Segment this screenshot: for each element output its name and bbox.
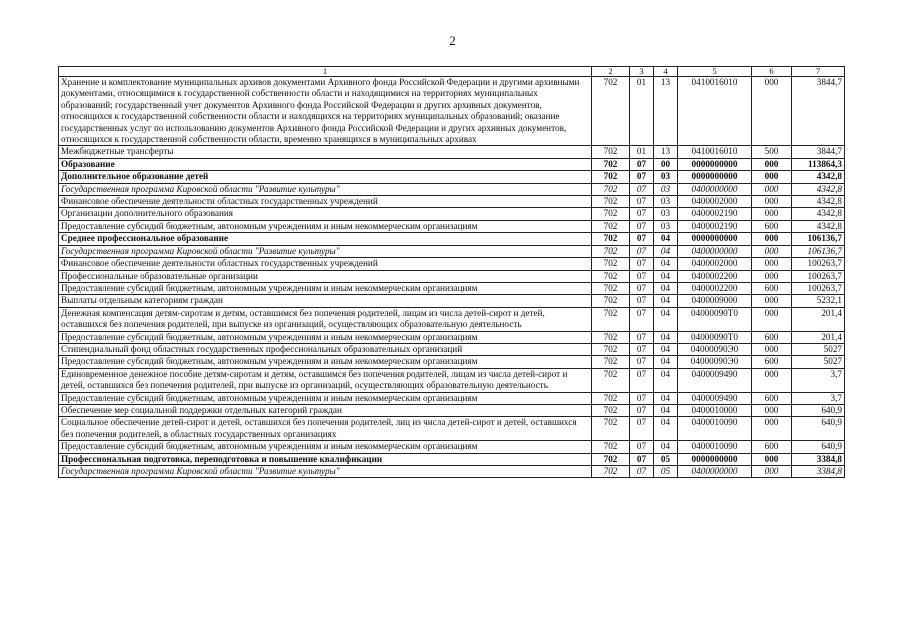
table-row [59, 220, 845, 232]
ved-code-cell: 702 [592, 417, 630, 441]
subsection-cell: 03 [654, 196, 678, 208]
amount-cell: 640,9 [792, 441, 845, 453]
table-row [59, 466, 845, 478]
amount-cell: 201,4 [792, 331, 845, 343]
expense-type-cell: 000 [752, 466, 792, 478]
section-cell: 07 [630, 404, 654, 416]
expense-type-cell: 000 [752, 404, 792, 416]
row-name-cell: Предоставление субсидий бюджетным, автономным учреждениям и иным некоммерческим организациям [59, 282, 592, 294]
subsection-cell: 04 [654, 233, 678, 245]
subsection-cell: 03 [654, 183, 678, 195]
page-number: 2 [449, 33, 456, 48]
section-cell: 07 [630, 208, 654, 220]
amount-cell: 640,9 [792, 417, 845, 441]
expense-type-cell: 000 [752, 417, 792, 441]
amount-cell: 4342,8 [792, 208, 845, 220]
target-article-cell: 0400010090 [678, 441, 752, 453]
section-cell: 07 [630, 466, 654, 478]
section-cell: 07 [630, 183, 654, 195]
row-name-cell: Предоставление субсидий бюджетным, автономным учреждениям и иным некоммерческим организациям [59, 392, 592, 404]
row-name-cell: Обеспечение мер социальной поддержки отдельных категорий граждан [59, 404, 592, 416]
table-row [59, 158, 845, 170]
amount-cell: 201,4 [792, 307, 845, 331]
section-cell: 07 [630, 392, 654, 404]
table-row [59, 258, 845, 270]
section-cell: 07 [630, 282, 654, 294]
table-row [59, 208, 845, 220]
table-row [59, 171, 845, 183]
target-article-cell: 0400000000 [678, 466, 752, 478]
expense-type-cell: 000 [752, 368, 792, 392]
table-row [59, 331, 845, 343]
target-article-cell: 0400010000 [678, 404, 752, 416]
row-name-cell: Предоставление субсидий бюджетным, автономным учреждениям и иным некоммерческим организациям [59, 356, 592, 368]
row-name-cell: Финансовое обеспечение деятельности областных государственных учреждений [59, 258, 592, 270]
ved-code-cell: 702 [592, 158, 630, 170]
table-row [59, 245, 845, 257]
column-header: 4 [654, 67, 678, 77]
table-row [59, 404, 845, 416]
amount-cell: 106136,7 [792, 233, 845, 245]
target-article-cell: 04000090Т0 [678, 331, 752, 343]
amount-cell: 113864,3 [792, 158, 845, 170]
row-name-cell: Предоставление субсидий бюджетным, автономным учреждениям и иным некоммерческим организациям [59, 331, 592, 343]
section-cell: 07 [630, 331, 654, 343]
amount-cell: 106136,7 [792, 245, 845, 257]
ved-code-cell: 702 [592, 233, 630, 245]
amount-cell: 3,7 [792, 392, 845, 404]
target-article-cell: 0400002190 [678, 208, 752, 220]
amount-cell: 3844,7 [792, 146, 845, 158]
row-name-cell: Организации дополнительного образования [59, 208, 592, 220]
subsection-cell: 04 [654, 270, 678, 282]
expense-type-cell: 600 [752, 441, 792, 453]
subsection-cell: 04 [654, 392, 678, 404]
table-row [59, 453, 845, 465]
target-article-cell: 0000000000 [678, 233, 752, 245]
section-cell: 07 [630, 295, 654, 307]
amount-cell: 4342,8 [792, 183, 845, 195]
subsection-cell: 04 [654, 282, 678, 294]
ved-code-cell: 702 [592, 295, 630, 307]
subsection-cell: 04 [654, 343, 678, 355]
target-article-cell: 0400000000 [678, 245, 752, 257]
table-row [59, 196, 845, 208]
subsection-cell: 13 [654, 77, 678, 146]
expense-type-cell: 000 [752, 245, 792, 257]
column-header: 3 [630, 67, 654, 77]
expense-type-cell: 000 [752, 77, 792, 146]
subsection-cell: 13 [654, 146, 678, 158]
amount-cell: 4342,8 [792, 220, 845, 232]
budget-table [58, 66, 845, 478]
section-cell: 07 [630, 158, 654, 170]
amount-cell: 5232,1 [792, 295, 845, 307]
ved-code-cell: 702 [592, 404, 630, 416]
ved-code-cell: 702 [592, 331, 630, 343]
amount-cell: 100263,7 [792, 282, 845, 294]
ved-code-cell: 702 [592, 343, 630, 355]
target-article-cell: 0000000000 [678, 453, 752, 465]
expense-type-cell: 000 [752, 171, 792, 183]
table-row [59, 441, 845, 453]
row-name-cell: Среднее профессиональное образование [59, 233, 592, 245]
target-article-cell: 0400002200 [678, 270, 752, 282]
subsection-cell: 05 [654, 453, 678, 465]
amount-cell: 100263,7 [792, 258, 845, 270]
subsection-cell: 03 [654, 220, 678, 232]
table-row [59, 77, 845, 146]
section-cell: 07 [630, 220, 654, 232]
expense-type-cell: 000 [752, 295, 792, 307]
ved-code-cell: 702 [592, 258, 630, 270]
row-name-cell: Денежная компенсация детям-сиротам и детям, оставшимся без попечения родителей, лицам из числа детей-сирот и детей, оставшихся без попечения родителей, при выпуске из организаций, осуществляющих образовательную деятельность [59, 307, 592, 331]
amount-cell: 640,9 [792, 404, 845, 416]
expense-type-cell: 000 [752, 343, 792, 355]
table-header-row [59, 67, 845, 77]
ved-code-cell: 702 [592, 282, 630, 294]
subsection-cell: 00 [654, 158, 678, 170]
subsection-cell: 04 [654, 404, 678, 416]
row-name-cell: Межбюджетные трансферты [59, 146, 592, 158]
ved-code-cell: 702 [592, 270, 630, 282]
expense-type-cell: 600 [752, 356, 792, 368]
ved-code-cell: 702 [592, 392, 630, 404]
column-header: 5 [678, 67, 752, 77]
table-row [59, 183, 845, 195]
table-body [59, 77, 845, 478]
table-row [59, 270, 845, 282]
row-name-cell: Профессиональная подготовка, переподготовка и повышение квалификации [59, 453, 592, 465]
section-cell: 01 [630, 146, 654, 158]
row-name-cell: Единовременное денежное пособие детям-сиротам и детям, оставшимся без попечения родителей, лицам из числа детей-сирот и детей, оставшихся без попечения родителей, при выпуске из организаций, осуществляющих образовательную деятельность [59, 368, 592, 392]
ved-code-cell: 702 [592, 208, 630, 220]
column-header: 6 [752, 67, 792, 77]
amount-cell: 3384,8 [792, 453, 845, 465]
ved-code-cell: 702 [592, 220, 630, 232]
amount-cell: 4342,8 [792, 196, 845, 208]
ved-code-cell: 702 [592, 77, 630, 146]
row-name-cell: Стипендиальный фонд областных государственных профессиональных образовательных организаций [59, 343, 592, 355]
subsection-cell: 04 [654, 245, 678, 257]
ved-code-cell: 702 [592, 196, 630, 208]
ved-code-cell: 702 [592, 368, 630, 392]
row-name-cell: Хранение и комплектование муниципальных архивов документами Архивного фонда Российской Федерации и другими архивными документами, относящимися к государственной собственности области и находящимися на территориях муниципальных образований; государственный учет документов Архивного фонда Российской Федерации и других архивных документов, относящихся к государственной собственности области и находящихся на территориях муниципальных образований; оказание государственных услуг по использованию документов Архивного фонда Российской Федерации и других архивных документов, относящихся к государственной собственности области, временно хранящихся в муниципальных архивах [59, 77, 592, 146]
section-cell: 07 [630, 441, 654, 453]
expense-type-cell: 000 [752, 158, 792, 170]
ved-code-cell: 702 [592, 441, 630, 453]
section-cell: 07 [630, 258, 654, 270]
subsection-cell: 04 [654, 295, 678, 307]
target-article-cell: 0410016010 [678, 77, 752, 146]
ved-code-cell: 702 [592, 466, 630, 478]
target-article-cell: 0400009000 [678, 295, 752, 307]
amount-cell: 3844,7 [792, 77, 845, 146]
target-article-cell: 0400002190 [678, 220, 752, 232]
subsection-cell: 03 [654, 208, 678, 220]
row-name-cell: Профессиональные образовательные организации [59, 270, 592, 282]
expense-type-cell: 000 [752, 453, 792, 465]
target-article-cell: 04000090Э0 [678, 343, 752, 355]
table-row [59, 295, 845, 307]
target-article-cell: 0410016010 [678, 146, 752, 158]
subsection-cell: 04 [654, 331, 678, 343]
target-article-cell: 04000090Э0 [678, 356, 752, 368]
section-cell: 07 [630, 270, 654, 282]
row-name-cell: Выплаты отдельным категориям граждан [59, 295, 592, 307]
section-cell: 07 [630, 356, 654, 368]
ved-code-cell: 702 [592, 183, 630, 195]
table-row [59, 282, 845, 294]
row-name-cell: Образование [59, 158, 592, 170]
target-article-cell: 04000090Т0 [678, 307, 752, 331]
ved-code-cell: 702 [592, 171, 630, 183]
row-name-cell: Дополнительное образование детей [59, 171, 592, 183]
table-row [59, 233, 845, 245]
row-name-cell: Государственная программа Кировской области "Развитие культуры" [59, 245, 592, 257]
expense-type-cell: 600 [752, 331, 792, 343]
section-cell: 07 [630, 245, 654, 257]
section-cell: 01 [630, 77, 654, 146]
section-cell: 07 [630, 417, 654, 441]
subsection-cell: 04 [654, 441, 678, 453]
section-cell: 07 [630, 307, 654, 331]
column-header: 7 [792, 67, 845, 77]
table-row [59, 343, 845, 355]
amount-cell: 4342,8 [792, 171, 845, 183]
target-article-cell: 0400000000 [678, 183, 752, 195]
section-cell: 07 [630, 233, 654, 245]
target-article-cell: 0400009490 [678, 368, 752, 392]
expense-type-cell: 000 [752, 208, 792, 220]
target-article-cell: 0400002000 [678, 258, 752, 270]
expense-type-cell: 600 [752, 282, 792, 294]
subsection-cell: 04 [654, 307, 678, 331]
table-row [59, 417, 845, 441]
table-row [59, 307, 845, 331]
section-cell: 07 [630, 171, 654, 183]
amount-cell: 5027 [792, 356, 845, 368]
table-row [59, 146, 845, 158]
table-row [59, 392, 845, 404]
ved-code-cell: 702 [592, 356, 630, 368]
target-article-cell: 0000000000 [678, 171, 752, 183]
subsection-cell: 05 [654, 466, 678, 478]
amount-cell: 3384,8 [792, 466, 845, 478]
row-name-cell: Социальное обеспечение детей-сирот и детей, оставшихся без попечения родителей, лиц из числа детей-сирот и детей, оставшихся без попечения родителей, в областных государственных организациях [59, 417, 592, 441]
table-row [59, 368, 845, 392]
subsection-cell: 04 [654, 356, 678, 368]
expense-type-cell: 600 [752, 220, 792, 232]
expense-type-cell: 000 [752, 196, 792, 208]
column-header: 1 [59, 67, 592, 77]
amount-cell: 3,7 [792, 368, 845, 392]
expense-type-cell: 000 [752, 270, 792, 282]
amount-cell: 100263,7 [792, 270, 845, 282]
expense-type-cell: 000 [752, 258, 792, 270]
column-header: 2 [592, 67, 630, 77]
section-cell: 07 [630, 368, 654, 392]
row-name-cell: Государственная программа Кировской области "Развитие культуры" [59, 183, 592, 195]
expense-type-cell: 000 [752, 183, 792, 195]
subsection-cell: 04 [654, 368, 678, 392]
ved-code-cell: 702 [592, 307, 630, 331]
expense-type-cell: 500 [752, 146, 792, 158]
target-article-cell: 0400010090 [678, 417, 752, 441]
subsection-cell: 04 [654, 417, 678, 441]
section-cell: 07 [630, 196, 654, 208]
expense-type-cell: 000 [752, 233, 792, 245]
row-name-cell: Предоставление субсидий бюджетным, автономным учреждениям и иным некоммерческим организациям [59, 220, 592, 232]
target-article-cell: 0400009490 [678, 392, 752, 404]
table-row [59, 356, 845, 368]
row-name-cell: Предоставление субсидий бюджетным, автономным учреждениям и иным некоммерческим организациям [59, 441, 592, 453]
amount-cell: 5027 [792, 343, 845, 355]
subsection-cell: 03 [654, 171, 678, 183]
target-article-cell: 0400002200 [678, 282, 752, 294]
section-cell: 07 [630, 343, 654, 355]
subsection-cell: 04 [654, 258, 678, 270]
ved-code-cell: 702 [592, 245, 630, 257]
ved-code-cell: 702 [592, 453, 630, 465]
target-article-cell: 0400002000 [678, 196, 752, 208]
target-article-cell: 0000000000 [678, 158, 752, 170]
section-cell: 07 [630, 453, 654, 465]
expense-type-cell: 000 [752, 307, 792, 331]
row-name-cell: Финансовое обеспечение деятельности областных государственных учреждений [59, 196, 592, 208]
row-name-cell: Государственная программа Кировской области "Развитие культуры" [59, 466, 592, 478]
ved-code-cell: 702 [592, 146, 630, 158]
expense-type-cell: 600 [752, 392, 792, 404]
